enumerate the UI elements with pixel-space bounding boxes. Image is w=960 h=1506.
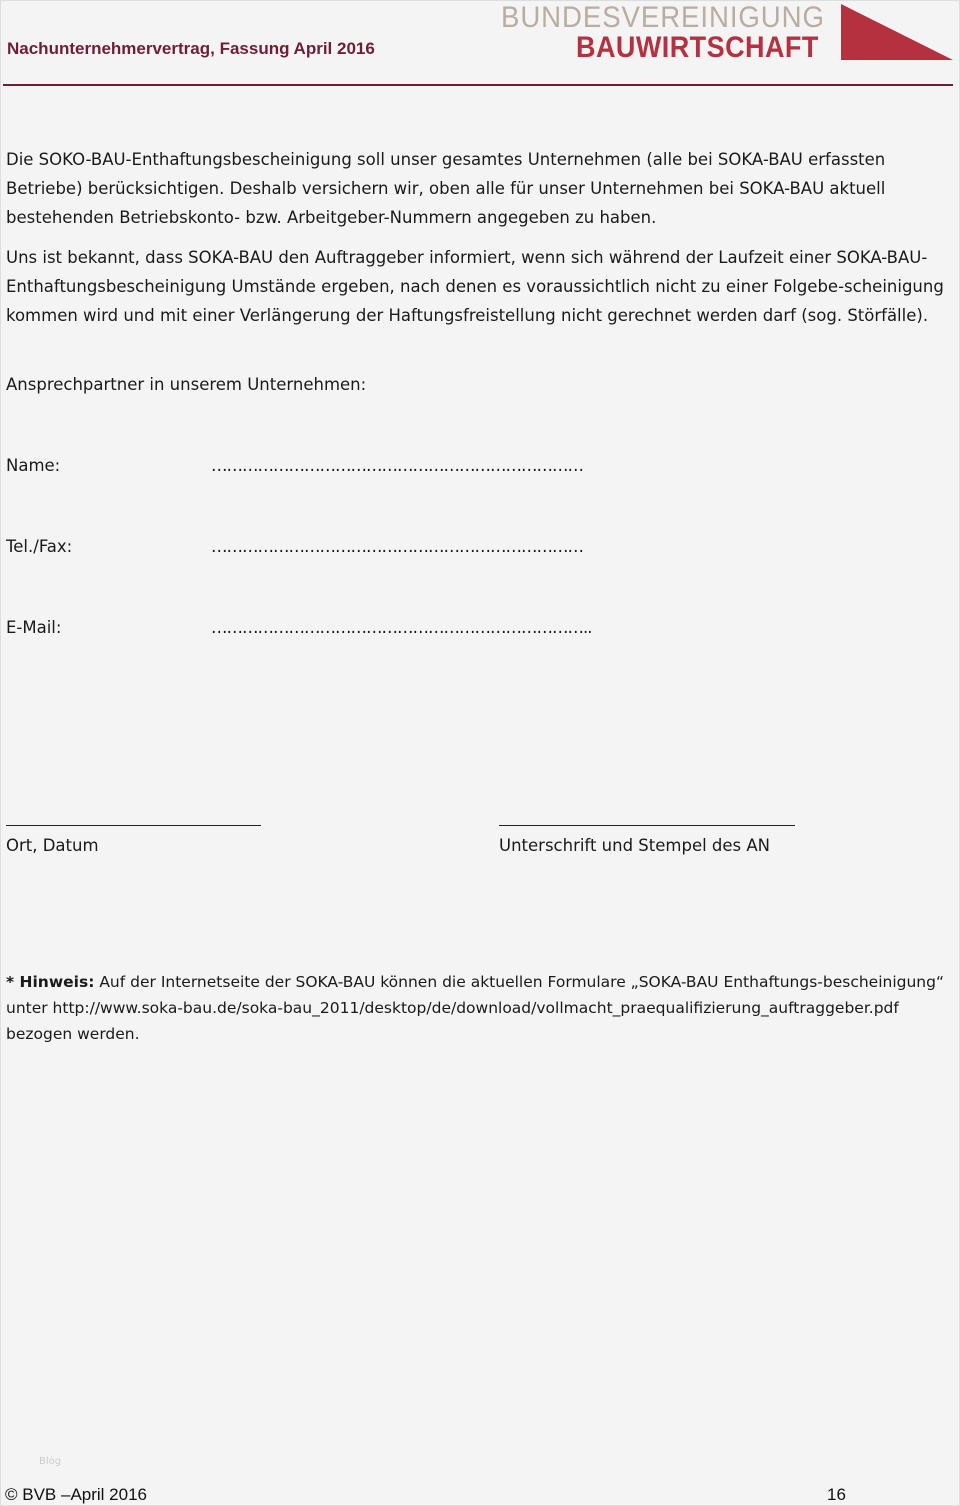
watermark: Blog [39,1456,62,1467]
header-divider [3,84,953,86]
paragraph-1: Die SOKO-BAU-Enthaftungsbescheinigung soll unser gesamtes Unternehmen (alle bei SOKA-BAU erfassten Betriebe) berücksichtigen. Deshalb versichern wir, oben alle für unser Unternehmen bei SOKA-BAU aktuell bestehenden Betriebskonto- bzw. Arbeitgeber-Nummern angegeben zu haben. [6,150,886,227]
paragraph-2: Uns ist bekannt, dass SOKA-BAU den Auftraggeber informiert, wenn sich während der Laufzeit einer SOKA-BAU-Enthaftungsbescheinigung Umstände ergeben, nach denen es voraussichtlich nicht zu einer Folgebe-scheinigung kommen wird und mit einer Verlängerung der Haftungsfreistellung nicht gerechnet werden darf (sog. Störfälle). [6,248,944,325]
note-text: Auf der Internetseite der SOKA-BAU können die aktuellen Formulare „SOKA-BAU Enthaftungs-bescheinigung“ unter http://www.soka-bau.de/soka-bau_2011/desktop/de/download/vollmacht_praequalifizierung_auftraggeber.pdf bezogen werden. [6,973,944,1043]
email-label: E-Mail: [6,618,62,637]
name-label: Name: [6,456,61,475]
document-title: Nachunternehmervertrag, Fassung April 2016 [7,39,375,58]
logo-text-bottom: BAUWIRTSCHAFT [576,31,819,64]
page-number: 16 [827,1485,846,1504]
email-field[interactable]: ……………………………………………………………….. [211,618,592,637]
name-field[interactable]: ……………………………………………………………… [211,456,583,475]
place-date-label: Ort, Datum [6,836,99,855]
logo-triangle-icon [841,4,953,60]
tel-fax-field[interactable]: ……………………………………………………………… [211,537,583,556]
signature-line[interactable] [499,825,795,826]
note-label: * Hinweis: [6,973,95,991]
tel-fax-label: Tel./Fax: [6,537,73,556]
note [6,969,951,1047]
place-date-line[interactable] [6,825,261,826]
signature-label: Unterschrift und Stempel des AN [499,836,771,855]
contact-heading: Ansprechpartner in unserem Unternehmen: [6,375,367,394]
logo-text-top: BUNDESVEREINIGUNG [501,1,825,34]
footer-copyright: © BVB –April 2016 [5,1485,147,1504]
